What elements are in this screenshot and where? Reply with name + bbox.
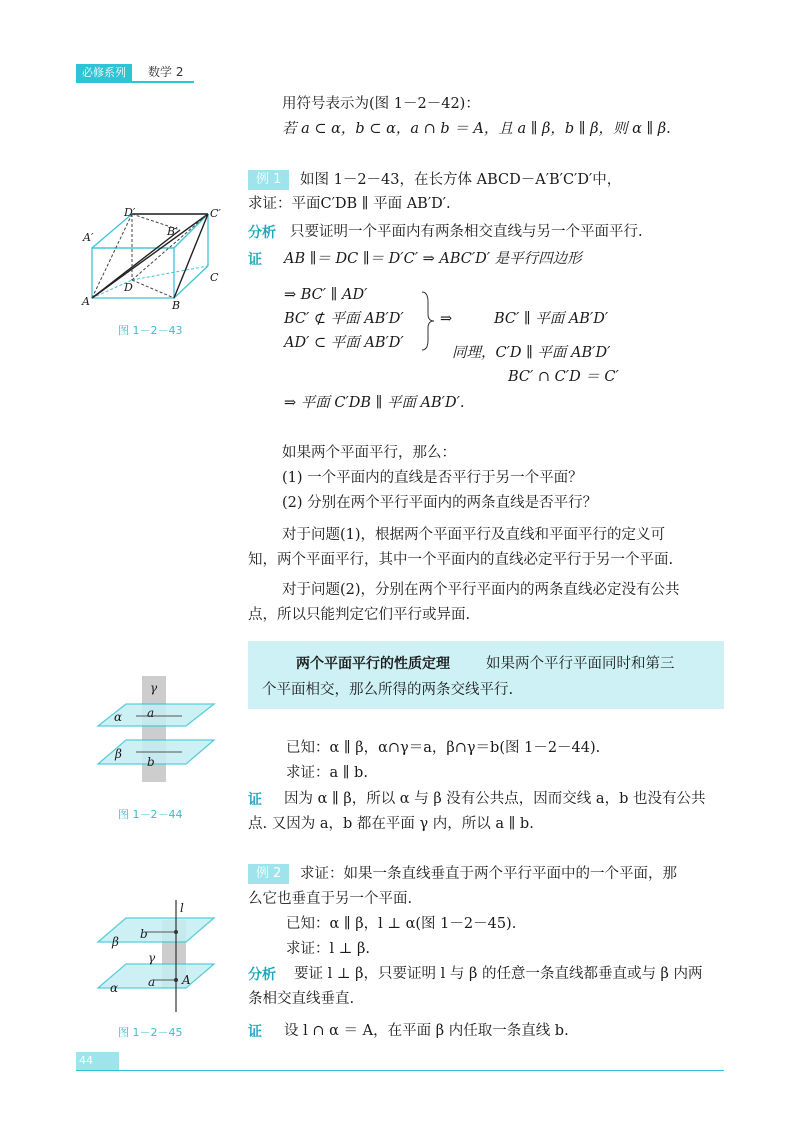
answer-2-line-2: 点，所以只能判定它们平行或异面. bbox=[248, 607, 471, 623]
example-2-label: 例 2 bbox=[248, 864, 289, 884]
example-1-line-2: 求证：平面C′DB ∥ 平面 AB′D′. bbox=[248, 196, 451, 212]
fig45-label-l: l bbox=[180, 901, 184, 915]
theorem-line-2: 个平面相交，那么所得的两条交线平行. bbox=[262, 682, 514, 698]
example-1-proof-keyword: 证 bbox=[248, 252, 262, 268]
example-1-proof-line-2: ⇒ BC′ ∥ AD′ bbox=[284, 287, 368, 303]
example-2-analysis-keyword: 分析 bbox=[248, 967, 276, 983]
series-tag: 必修系列 bbox=[76, 64, 132, 81]
figure-perpendicular-line bbox=[96, 896, 220, 1016]
cuboid-label-d: D bbox=[124, 281, 133, 294]
figure-cuboid bbox=[80, 200, 230, 312]
page-number: 44 bbox=[76, 1052, 119, 1070]
fig44-label-gamma: γ bbox=[150, 681, 158, 695]
fig44-label-alpha: α bbox=[114, 710, 123, 724]
fig45-label-alpha: α bbox=[110, 981, 119, 995]
theorem-proof-line-1: 因为 α ∥ β，所以 α 与 β 没有公共点，因而交线 a，b 也没有公共 bbox=[284, 791, 706, 807]
intro-line-2: 若 a ⊂ α，b ⊂ α，a ∩ b ＝ A，且 a ∥ β，b ∥ β，则 α ∥ β. bbox=[282, 121, 671, 137]
fig44-label-a: a bbox=[147, 706, 155, 720]
header-rule bbox=[76, 81, 194, 83]
example-2-prove: 求证：l ⊥ β. bbox=[286, 941, 370, 957]
example-2-given: 已知：α ∥ β，l ⊥ α(图 1－2－45). bbox=[286, 916, 517, 932]
theorem-line-1: 如果两个平行平面同时和第三 bbox=[486, 656, 675, 672]
theorem-prove: 求证：a ∥ b. bbox=[286, 765, 368, 781]
example-2-proof-keyword: 证 bbox=[248, 1024, 262, 1040]
theorem-title: 两个平面平行的性质定理 bbox=[296, 656, 450, 672]
footer-rule bbox=[76, 1070, 724, 1071]
cuboid-label-b-prime: B′ bbox=[167, 225, 178, 238]
intro-line-1: 用符号表示为(图 1－2－42)： bbox=[282, 96, 480, 112]
example-1-proof-line-4: AD′ ⊂ 平面 AB′D′ bbox=[284, 335, 404, 351]
theorem-proof-line-2: 点. 又因为 a，b 都在平面 γ 内，所以 a ∥ b. bbox=[248, 816, 534, 832]
example-1-conclusion: ⇒ 平面 C′DB ∥ 平面 AB′D′. bbox=[284, 395, 465, 411]
figure-caption-1-2-44: 图 1－2－44 bbox=[118, 808, 183, 821]
example-1-analysis-keyword: 分析 bbox=[248, 225, 276, 241]
example-1-proof-line-1: AB ∥＝ DC ∥＝ D′C′ ⇒ ABC′D′ 是平行四边形 bbox=[284, 251, 582, 267]
discussion-question-1: (1) 一个平面内的直线是否平行于另一个平面？ bbox=[282, 470, 583, 486]
cuboid-label-c: C bbox=[210, 271, 219, 284]
fig44-label-beta: β bbox=[115, 747, 122, 761]
theorem-proof-keyword: 证 bbox=[248, 792, 262, 808]
example-2-line-2: 么它也垂直于另一个平面. bbox=[248, 891, 413, 907]
cuboid-label-b: B bbox=[172, 299, 181, 312]
subject-title: 数学 2 bbox=[148, 65, 184, 79]
fig44-label-b: b bbox=[147, 755, 155, 769]
figure-caption-1-2-45: 图 1－2－45 bbox=[118, 1026, 183, 1039]
example-1-analysis: 只要证明一个平面内有两条相交直线与另一个平面平行. bbox=[290, 224, 643, 240]
cuboid-label-c-prime: C′ bbox=[210, 207, 221, 220]
answer-2-line-1: 对于问题(2)，分别在两个平行平面内的两条直线必定没有公共 bbox=[282, 582, 680, 598]
example-1-proof-line-8: BC′ ∩ C′D ＝ C′ bbox=[508, 369, 619, 385]
example-1-proof-line-6: BC′ ∥ 平面 AB′D′ bbox=[494, 311, 609, 327]
cuboid-label-a: A bbox=[82, 295, 90, 308]
example-2-proof-line-1: 设 l ∩ α ＝ A，在平面 β 内任取一条直线 b. bbox=[284, 1023, 569, 1039]
fig45-label-b: b bbox=[140, 927, 148, 941]
example-2-line-1: 求证：如果一条直线垂直于两个平行平面中的一个平面，那 bbox=[300, 866, 677, 882]
example-2-analysis-line-1: 要证 l ⊥ β，只要证明 l 与 β 的任意一条直线都垂直或与 β 内两 bbox=[294, 966, 703, 982]
example-1-brace bbox=[420, 290, 436, 352]
example-1-proof-line-3: BC′ ⊄ 平面 AB′D′ bbox=[284, 311, 404, 327]
cuboid-label-a-prime: A′ bbox=[83, 231, 94, 244]
discussion-question-2: (2) 分别在两个平行平面内的两条直线是否平行？ bbox=[282, 495, 598, 511]
answer-1-line-1: 对于问题(1)，根据两个平面平行及直线和平面平行的定义可 bbox=[282, 527, 666, 543]
answer-1-line-2: 知，两个平面平行，其中一个平面内的直线必定平行于另一个平面. bbox=[248, 552, 674, 568]
theorem-given: 已知：α ∥ β，α∩γ＝a，β∩γ＝b(图 1－2－44). bbox=[286, 740, 601, 756]
cuboid-label-d-prime: D′ bbox=[124, 206, 136, 219]
figure-caption-1-2-43: 图 1－2－43 bbox=[118, 324, 183, 337]
example-1-proof-line-7: 同理，C′D ∥ 平面 AB′D′ bbox=[452, 345, 611, 361]
example-1-proof-arrow: ⇒ bbox=[440, 311, 453, 327]
fig45-label-capital-a: A bbox=[182, 973, 191, 987]
example-1-label: 例 1 bbox=[248, 170, 289, 190]
fig45-label-gamma: γ bbox=[148, 951, 156, 965]
example-2-analysis-line-2: 条相交直线垂直. bbox=[248, 991, 355, 1007]
fig45-label-beta: β bbox=[112, 935, 119, 949]
figure-parallel-planes bbox=[96, 674, 220, 790]
fig45-label-a: a bbox=[148, 975, 156, 989]
example-1-line-1: 如图 1－2－43，在长方体 ABCD－A′B′C′D′中， bbox=[300, 172, 622, 188]
discussion-intro: 如果两个平面平行，那么： bbox=[282, 445, 456, 461]
